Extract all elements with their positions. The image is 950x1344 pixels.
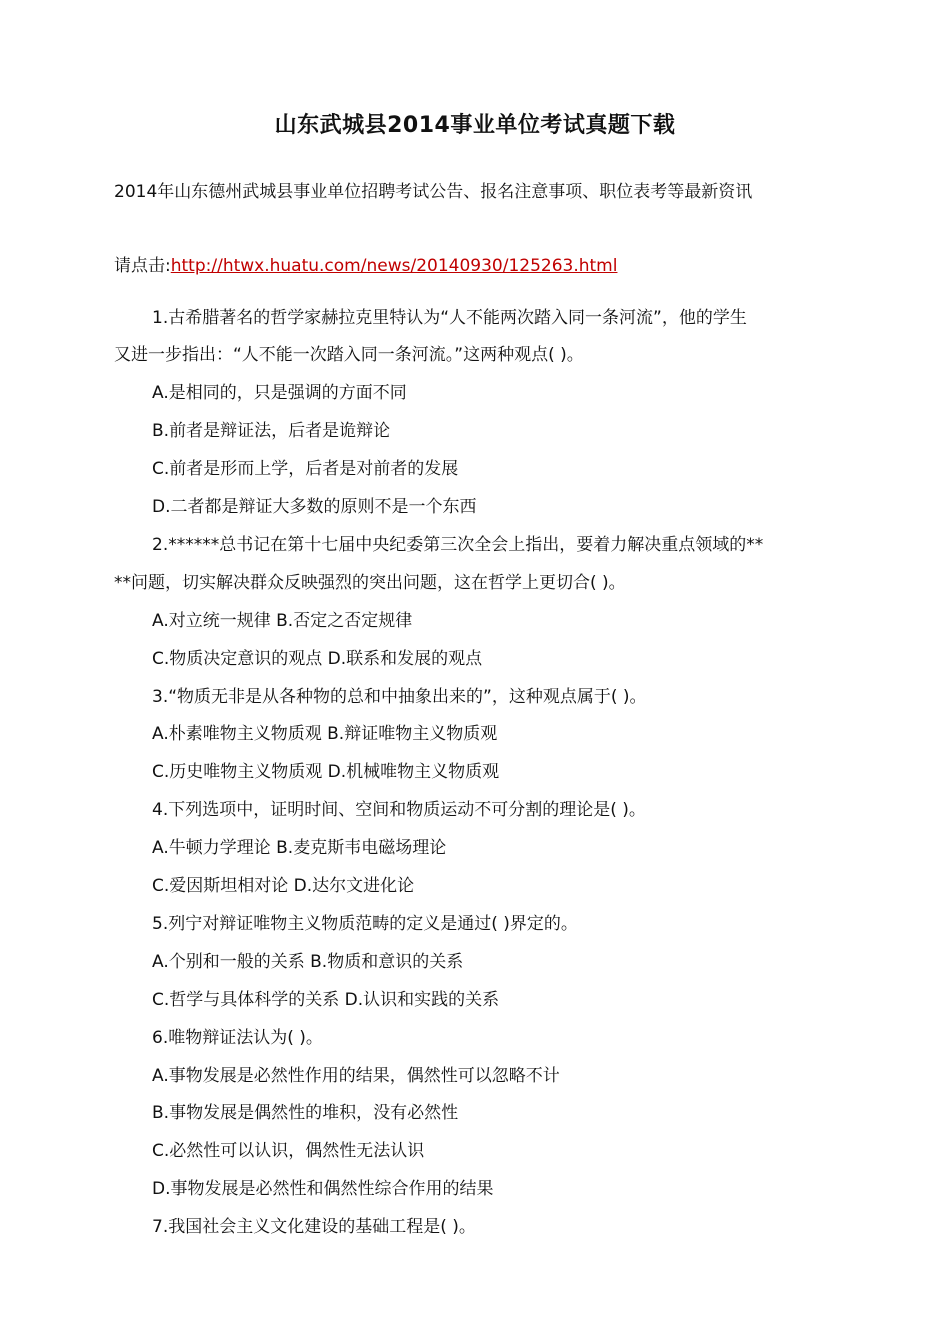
question-6-option-c: C.必然性可以认识，偶然性无法认识: [152, 1141, 425, 1161]
question-6-text: 6.唯物辩证法认为( )。: [152, 1028, 323, 1048]
question-7-text: 7.我国社会主义文化建设的基础工程是( )。: [152, 1217, 476, 1237]
question-4-text: 4.下列选项中，证明时间、空间和物质运动不可分割的理论是( )。: [152, 800, 646, 820]
question-2-text: 2.******总书记在第十七届中央纪委第三次全会上指出，要着力解决重点领域的**: [152, 535, 764, 555]
source-link[interactable]: http://htwx.huatu.com/news/20140930/125263.html: [170, 256, 618, 276]
page-title: 山东武城县2014事业单位考试真题下载: [274, 113, 676, 138]
question-4-options-cd: C.爱因斯坦相对论 D.达尔文进化论: [152, 876, 415, 896]
question-4-options-ab: A.牛顿力学理论 B.麦克斯韦电磁场理论: [152, 838, 447, 858]
question-1-option-b: B.前者是辩证法，后者是诡辩论: [152, 421, 391, 441]
question-1-option-c: C.前者是形而上学，后者是对前者的发展: [152, 459, 459, 479]
question-6-option-b: B.事物发展是偶然性的堆积，没有必然性: [152, 1103, 459, 1123]
question-5-options-cd: C.哲学与具体科学的关系 D.认识和实践的关系: [152, 990, 500, 1010]
question-1-text: 1.古希腊著名的哲学家赫拉克里特认为“人不能两次踏入同一条河流”，他的学生: [152, 308, 747, 328]
question-1-option-a: A.是相同的，只是强调的方面不同: [152, 383, 407, 403]
question-5-options-ab: A.个别和一般的关系 B.物质和意识的关系: [152, 952, 464, 972]
question-5-text: 5.列宁对辩证唯物主义物质范畴的定义是通过( )界定的。: [152, 914, 578, 934]
link-line: [114, 254, 617, 278]
question-1-text-cont: 又进一步指出：“人不能一次踏入同一条河流。”这两种观点( )。: [114, 345, 584, 365]
question-3-text: 3.“物质无非是从各种物的总和中抽象出来的”，这种观点属于( )。: [152, 687, 647, 707]
question-6-option-d: D.事物发展是必然性和偶然性综合作用的结果: [152, 1179, 494, 1199]
link-prefix: 请点击:: [114, 256, 171, 276]
question-2-options-ab: A.对立统一规律 B.否定之否定规律: [152, 611, 413, 631]
subtitle: 2014年山东德州武城县事业单位招聘考试公告、报名注意事项、职位表考等最新资讯: [114, 182, 753, 202]
question-6-option-a: A.事物发展是必然性作用的结果，偶然性可以忽略不计: [152, 1066, 560, 1086]
question-2-options-cd: C.物质决定意识的观点 D.联系和发展的观点: [152, 649, 483, 669]
question-1-option-d: D.二者都是辩证大多数的原则不是一个东西: [152, 497, 477, 517]
question-3-options-cd: C.历史唯物主义物质观 D.机械唯物主义物质观: [152, 762, 500, 782]
question-2-text-cont: **问题，切实解决群众反映强烈的突出问题，这在哲学上更切合( )。: [114, 573, 626, 593]
question-3-options-ab: A.朴素唯物主义物质观 B.辩证唯物主义物质观: [152, 724, 498, 744]
